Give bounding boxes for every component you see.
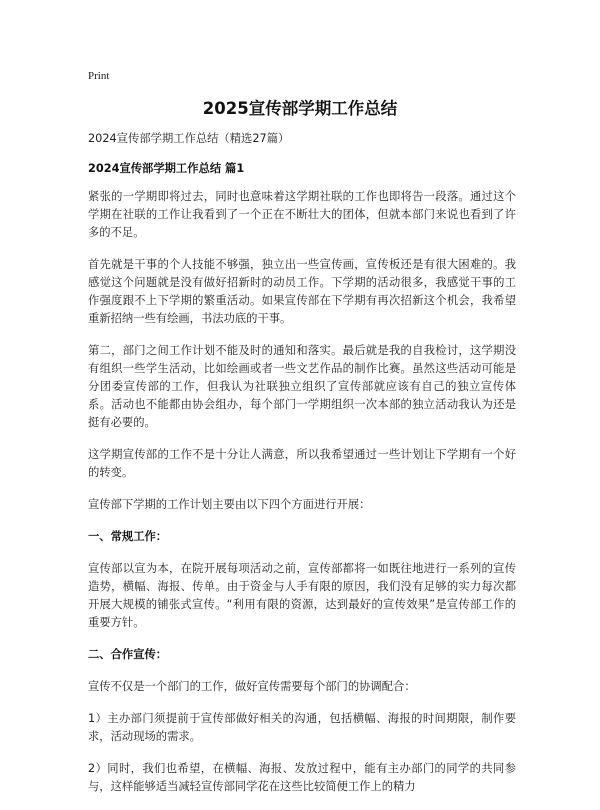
paragraph-intro: 紧张的一学期即将过去，同时也意味着这学期社联的工作也即将告一段落。通过这个学期在社联的工作让我看到了一个正在不断壮大的团体，但就本部门来说也看到了许多的不足。	[88, 190, 516, 239]
section-heading: 2024宣传部学期工作总结 篇1	[88, 162, 245, 175]
paragraph-plan-intro: 宣传部下学期的工作计划主要由以下四个方面进行开展：	[88, 498, 371, 511]
paragraph-summary: 这学期宣传部的工作不是十分让人满意，所以我希望通过一些计划让下学期有一个好的转变。	[88, 448, 516, 479]
paragraph-routine-work: 宣传部以宣为本，在院开展每项活动之前，宣传部都将一如既往地进行一系列的宣传造势，横幅、海报、传单。由于资金与人手有限的原因，我们没有足够的实力每次都开展大规模的铺张式宣传。“利用有限的资源，达到最好的宣传效果”是宣传部工作的重要方针。	[88, 562, 516, 629]
page-title: 2025宣传部学期工作总结	[202, 99, 398, 118]
heading-routine-work: 一、常规工作：	[88, 530, 168, 543]
document-subtitle: 2024宣传部学期工作总结（精选27篇）	[88, 132, 290, 145]
paragraph-point-1: 1）主办部门须提前于宣传部做好相关的沟通，包括横幅、海报的时间期限，制作要求，活动现场的需求。	[88, 712, 516, 743]
heading-cooperative-publicity: 二、合作宣传：	[88, 648, 168, 661]
paragraph-cooperation: 宣传不仅是一个部门的工作，做好宣传需要每个部门的协调配合：	[88, 680, 416, 693]
paragraph-point-2: 2）同时，我们也希望，在横幅、海报、发放过程中，能有主办部门的同学的共同参与，这样能够适当减轻宣传部同学花在这些比较简便工作上的精力	[88, 762, 516, 793]
document-body	[88, 188, 516, 810]
paragraph-second-issue: 第二，部门之间工作计划不能及时的通知和落实。最后就是我的自我检讨，这学期没有组织一些学生活动，比如绘画或者一些文艺作品的制作比赛。虽然这些活动可能是分团委宣传部的工作，但我认为社联独立组织了宣传部就应该有自己的独立宣传体系。活动也不能都由协会组办，每个部门一学期组织一次本部的独立活动我认为还是挺有必要的。	[88, 344, 516, 429]
print-link[interactable]: Print	[88, 70, 110, 82]
paragraph-first-issue: 首先就是干事的个人技能不够强，独立出一些宣传画，宣传板还是有很大困难的。我感觉这个问题就是没有做好招新时的动员工作。下学期的活动很多，我感觉干事的工作强度跟不上下学期的繁重活动。如果宣传部在下学期有再次招新这个机会，我希望重新招纳一些有绘画，书法功底的干事。	[88, 258, 516, 325]
